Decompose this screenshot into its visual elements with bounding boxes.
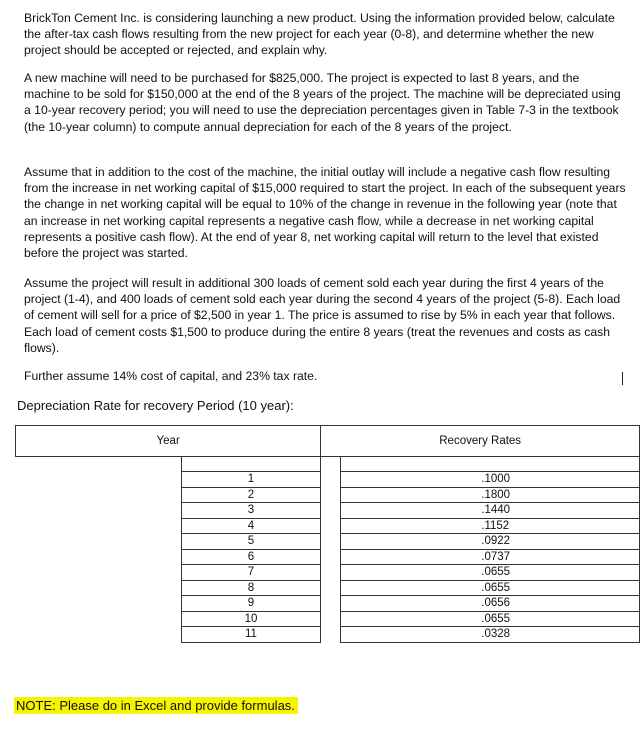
table-spacer-row: [16, 457, 640, 472]
year-cell: 8: [181, 580, 321, 596]
table-row: [16, 472, 640, 488]
table-row: [16, 565, 640, 581]
table-header-row: [16, 426, 640, 457]
table-row: [16, 611, 640, 627]
rate-cell: .1440: [341, 503, 640, 519]
rate-cell: .0655: [341, 580, 640, 596]
rate-cell: .0328: [341, 627, 640, 643]
year-cell: 4: [181, 518, 321, 534]
excel-note: NOTE: Please do in Excel and provide formulas.: [14, 697, 298, 714]
table-row: [16, 487, 640, 503]
table-row: [16, 518, 640, 534]
rate-cell: .0655: [341, 565, 640, 581]
year-cell: 10: [181, 611, 321, 627]
machine-paragraph: A new machine will need to be purchased for $825,000. The project is expected to last 8 years, and the machine to be sold for $150,000 at the end of the 8 years of the project. The machine will be depreciated using a 10-year recovery period; you will need to use the depreciation percentages given in Table 7-3 in the textbook (the 10-year column) to compute annual depreciation for each of the 8 years of the project.: [24, 71, 621, 134]
table-caption: Depreciation Rate for recovery Period (10 year):: [17, 398, 294, 413]
year-cell: 1: [181, 472, 321, 488]
year-cell: 2: [181, 487, 321, 503]
rate-cell: .1800: [341, 487, 640, 503]
recovery-rate-header: Recovery Rates: [321, 426, 640, 457]
table-row: [16, 549, 640, 565]
depreciation-table: [15, 425, 640, 643]
assumptions-paragraph: Further assume 14% cost of capital, and 23% tax rate.: [24, 369, 318, 383]
table-row: [16, 627, 640, 643]
year-cell: 9: [181, 596, 321, 612]
text-cursor: [622, 372, 623, 385]
intro-paragraph: BrickTon Cement Inc. is considering launching a new product. Using the information provided below, calculate the after-tax cash flows resulting from the new project for each year (0-8), and determine whether the new project should be accepted or rejected, and explain why.: [24, 11, 615, 58]
sales-paragraph: Assume the project will result in additional 300 loads of cement sold each year during the first 4 years of the project (1-4), and 400 loads of cement sold each year during the second 4 years of the project (5-8). Each load of cement will sell for a price of $2,500 in year 1. The price is assumed to rise by 5% in each year that follows. Each load of cement costs $1,500 to produce during the entire 8 years (treat the revenues and costs as cash flows).: [24, 276, 621, 355]
table-row: [16, 596, 640, 612]
table-row: [16, 534, 640, 550]
year-header: Year: [16, 426, 321, 457]
rate-cell: .0655: [341, 611, 640, 627]
table-row: [16, 503, 640, 519]
table-row: [16, 580, 640, 596]
working-capital-paragraph: Assume that in addition to the cost of the machine, the initial outlay will include a negative cash flow resulting from the increase in net working capital of $15,000 required to start the project. In each of the subsequent years the change in net working capital will be equal to 10% of the change in revenue in the following year (note that an increase in net working capital represents a negative cash flow, while a decrease in net working capital represents a positive cash flow). At the end of year 8, net working capital will return to the level that existed before the project was started.: [24, 165, 626, 261]
rate-cell: .0737: [341, 549, 640, 565]
year-cell: 6: [181, 549, 321, 565]
rate-cell: .1152: [341, 518, 640, 534]
rate-cell: .0656: [341, 596, 640, 612]
year-cell: 5: [181, 534, 321, 550]
rate-cell: .1000: [341, 472, 640, 488]
year-cell: 7: [181, 565, 321, 581]
rate-cell: .0922: [341, 534, 640, 550]
year-cell: 11: [181, 627, 321, 643]
year-cell: 3: [181, 503, 321, 519]
